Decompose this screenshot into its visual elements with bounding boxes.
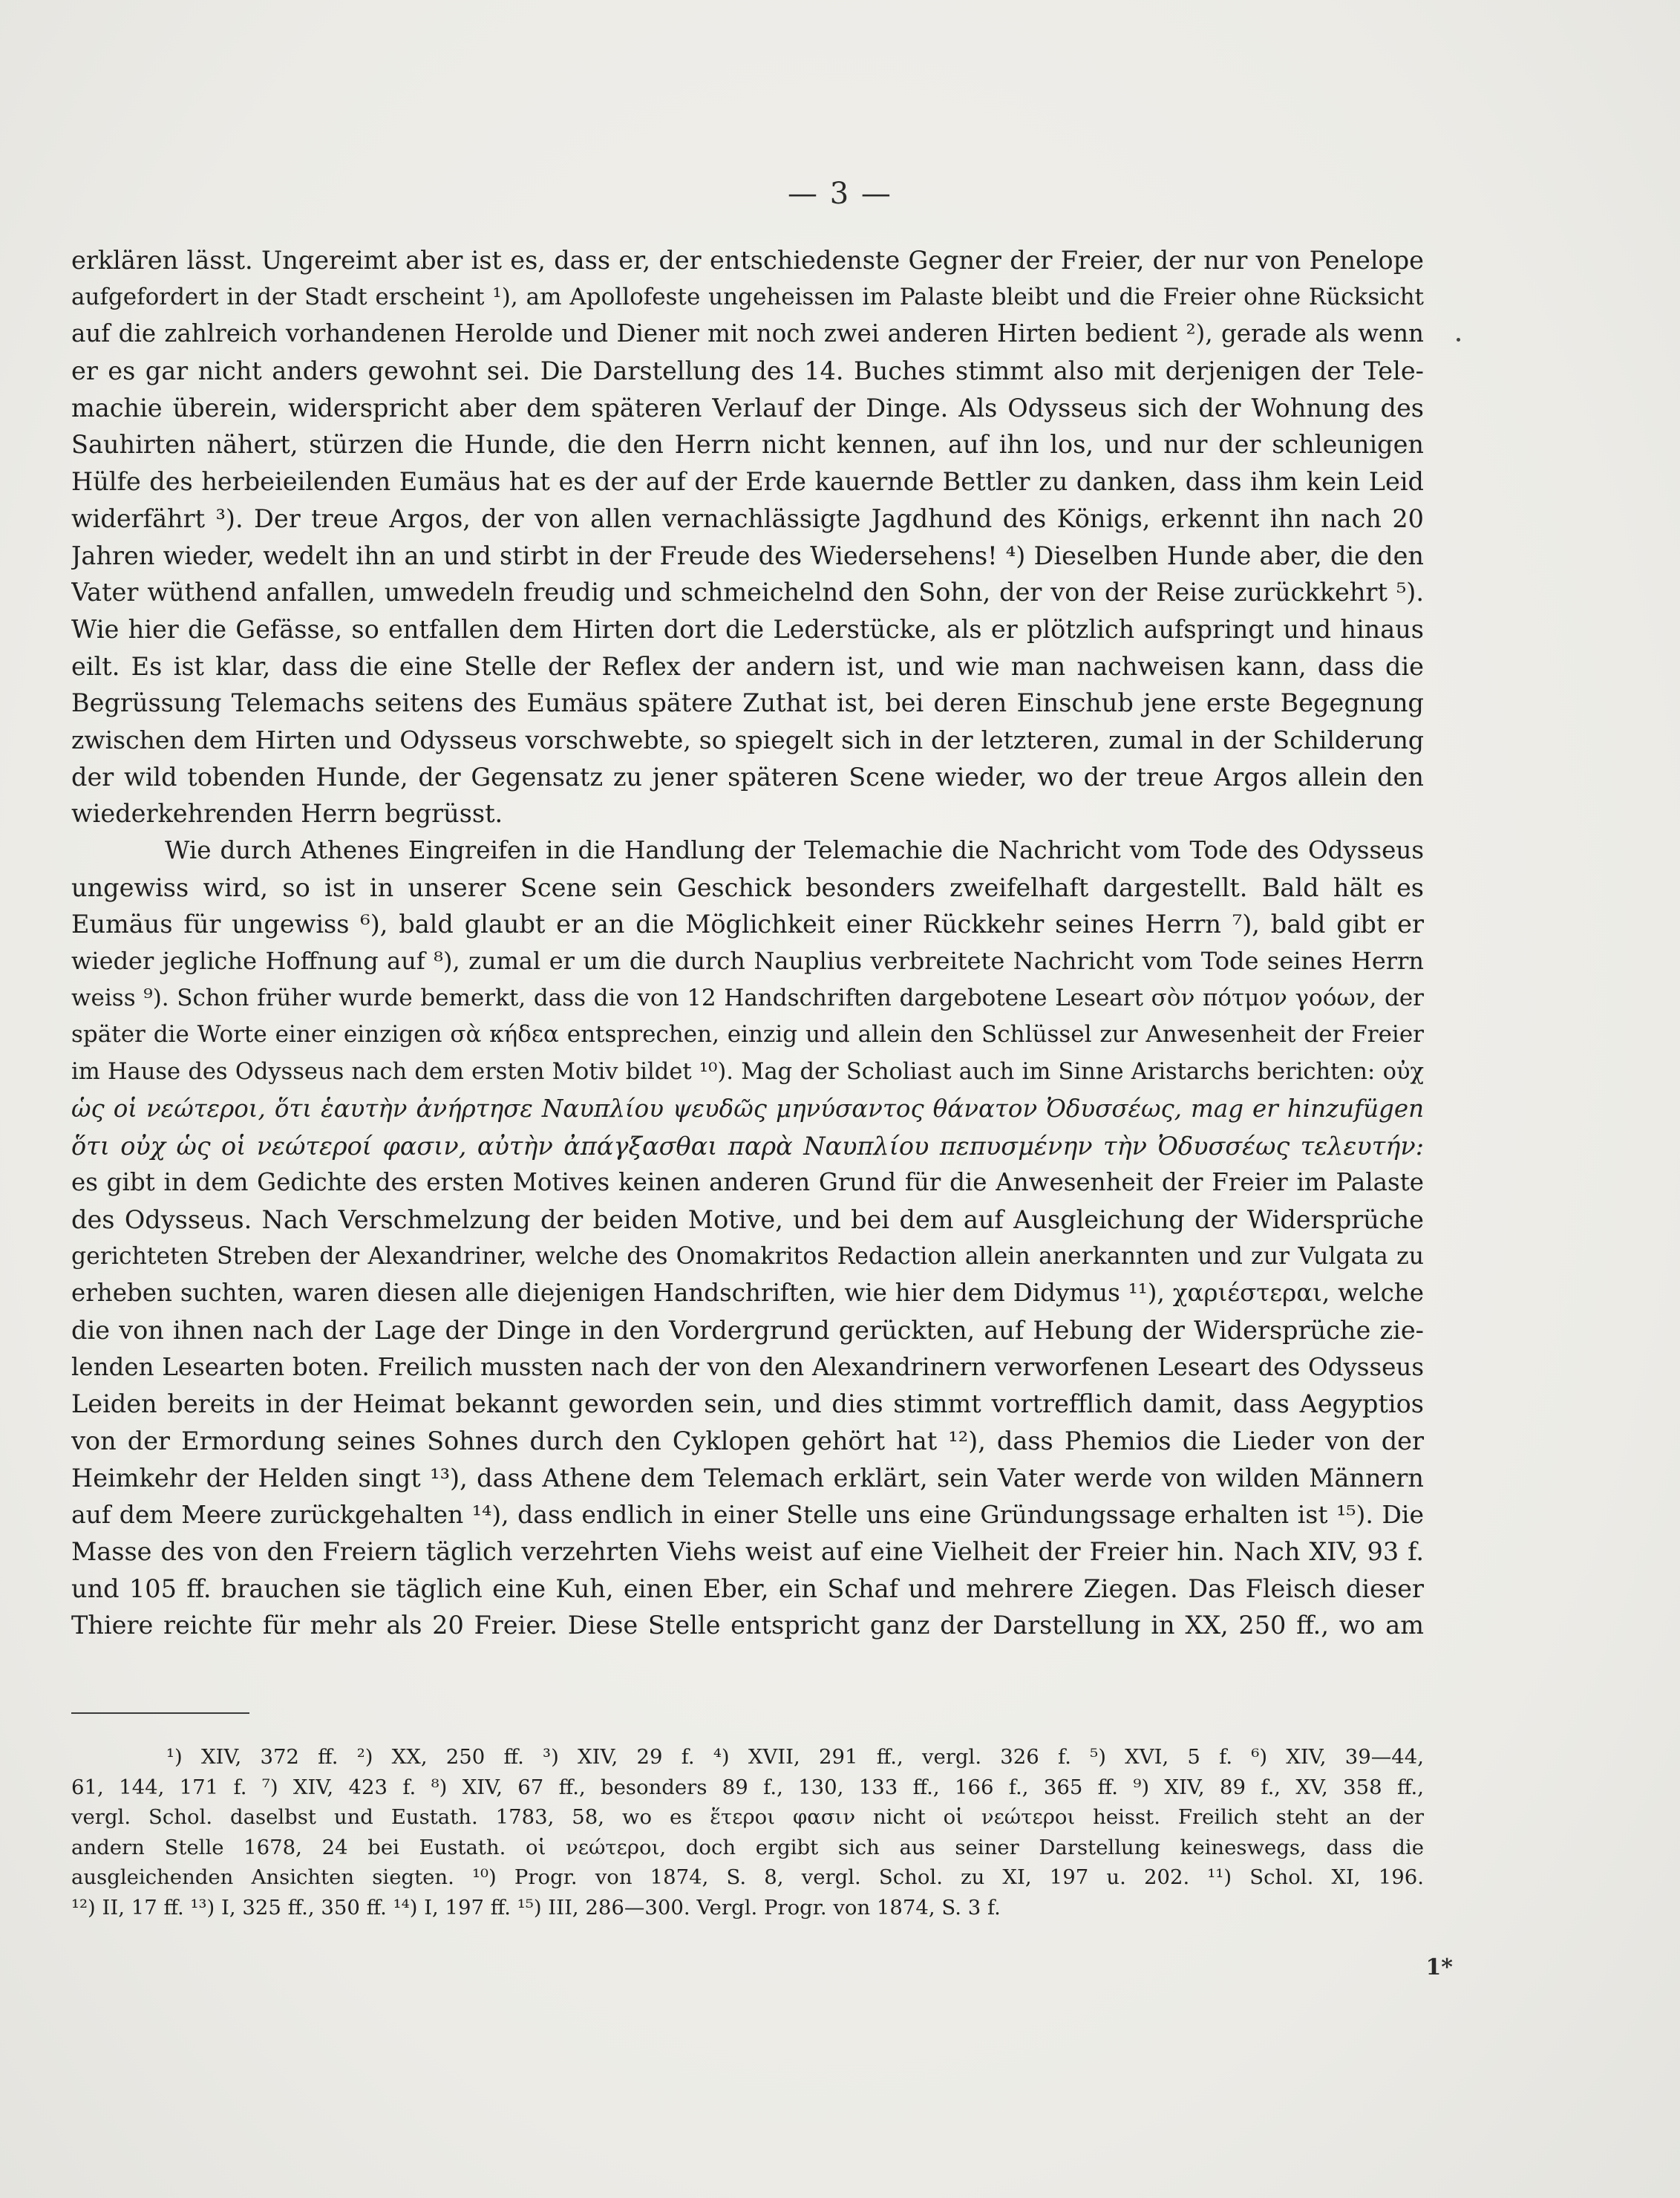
text-line: und 105 ff. brauchen sie täglich eine Kuh, einen Eber, ein Schaf und mehrere Ziegen. Das Fleisch dieser bbox=[71, 1574, 1424, 1603]
text-line: Begrüssung Telemachs seitens des Eumäus spätere Zuthat ist, bei deren Einschub jene erste Begegnung bbox=[71, 688, 1424, 718]
footnote-line: vergl. Schol. daselbst und Eustath. 1783, 58, wo es ἕτεροι φασιν nicht οἱ νεώτεροι heisst. Freilich steht an der bbox=[71, 1805, 1424, 1829]
text-line: Eumäus für ungewiss ⁶), bald glaubt er an die Möglichkeit einer Rückkehr seines Herrn ⁷), bald gibt er bbox=[71, 910, 1424, 939]
text-line: von der Ermordung seines Sohnes durch den Cyklopen gehört hat ¹²), dass Phemios die Lieder von der bbox=[71, 1426, 1424, 1455]
text-line: gerichteten Streben der Alexandriner, welche des Onomakritos Redaction allein anerkannten und zur Vulgata zu bbox=[71, 1242, 1424, 1270]
text-line: Vater wüthend anfallen, umwedeln freudig und schmeichelnd den Sohn, der von der Reise zurückkehrt ⁵). bbox=[71, 578, 1424, 607]
text-line: Jahren wieder, wedelt ihn an und stirbt in der Freude des Wiedersehens! ⁴) Dieselben Hunde aber, die den bbox=[71, 541, 1424, 570]
sheet-signature: 1* bbox=[1425, 1954, 1453, 1980]
text-line: des Odysseus. Nach Verschmelzung der beiden Motive, und bei dem auf Ausgleichung der Widersprüche bbox=[71, 1204, 1424, 1234]
text-line: widerfährt ³). Der treue Argos, der von allen vernachlässigte Jagdhund des Königs, erkennt ihn nach 20 bbox=[71, 503, 1424, 533]
footnotes bbox=[71, 1742, 1424, 1923]
paragraph-start-line: Wie durch Athenes Eingreifen in die Handlung der Telemachie die Nachricht vom Tode des Odysseus bbox=[165, 836, 1424, 864]
text-line: zwischen dem Hirten und Odysseus vorschwebte, so spiegelt sich in der letzteren, zumal in der Schilderung bbox=[71, 725, 1424, 754]
text-line: wieder jegliche Hoffnung auf ⁸), zumal er um die durch Nauplius verbreitete Nachricht vom Tode seines Herrn bbox=[71, 947, 1424, 976]
text-line: eilt. Es ist klar, dass die eine Stelle der Reflex der andern ist, und wie man nachweisen kann, dass die bbox=[71, 651, 1424, 681]
text-line: machie überein, widerspricht aber dem späteren Verlauf der Dinge. Als Odysseus sich der Wohnung des bbox=[71, 393, 1424, 423]
text-line: weiss ⁹). Schon früher wurde bemerkt, dass die von 12 Handschriften dargebotene Leseart σὸν πότμον γοόων, der bbox=[71, 984, 1424, 1011]
text-line: auf dem Meere zurückgehalten ¹⁴), dass endlich in einer Stelle uns eine Gründungssage erhalten ist ¹⁵). Die bbox=[71, 1500, 1424, 1530]
greek-quote-line: ὡς οἱ νεώτεροι, ὅτι ἑαυτὴν ἀνήρτησε Ναυπλίου ψευδῶς μηνύσαντος θάνατον Ὀδυσσέως, mag er hinzufügen bbox=[71, 1094, 1424, 1123]
greek-quote-line: ὅτι οὐχ ὡς οἱ νεώτεροί φασιν, αὐτὴν ἀπάγξασθαι παρὰ Ναυπλίου πεπυσμένην τὴν Ὀδυσσέως τελευτήν: bbox=[71, 1131, 1424, 1161]
text-line: Hülfe des herbeieilenden Eumäus hat es der auf der Erde kauernde Bettler zu danken, dass ihm kein Leid bbox=[71, 467, 1424, 497]
text-line: Heimkehr der Helden singt ¹³), dass Athene dem Telemach erklärt, sein Vater werde von wilden Männern bbox=[71, 1463, 1424, 1493]
page-number: — 3 — bbox=[788, 177, 892, 211]
text-line: erheben suchten, waren diesen alle diejenigen Handschriften, wie hier dem Didymus ¹¹), χαριέστεραι, welche bbox=[71, 1279, 1424, 1308]
text-line: Sauhirten nähert, stürzen die Hunde, die den Herrn nicht kennen, auf ihn los, und nur der schleunigen bbox=[71, 430, 1424, 460]
body-text bbox=[71, 242, 1424, 1644]
footnote-line: 61, 144, 171 f. ⁷) XIV, 423 f. ⁸) XIV, 67 ff., besonders 89 f., 130, 133 ff., 166 f., 365 ff. ⁹) XIV, 89 f., XV, 358 ff., bbox=[71, 1775, 1424, 1799]
text-line: er es gar nicht anders gewohnt sei. Die Darstellung des 14. Buches stimmt also mit derjenigen der Tele- bbox=[71, 356, 1424, 386]
footnote-line: andern Stelle 1678, 24 bei Eustath. οἱ νεώτεροι, doch ergibt sich aus seiner Darstellung keineswegs, dass die bbox=[71, 1835, 1424, 1859]
text-line: Thiere reichte für mehr als 20 Freier. Diese Stelle entspricht ganz der Darstellung in XX, 250 ff., wo am bbox=[71, 1611, 1424, 1640]
text-line: Wie hier die Gefässe, so entfallen dem Hirten dort die Lederstücke, als er plötzlich aufspringt und hinaus bbox=[71, 614, 1424, 644]
text-line: später die Worte einer einzigen σὰ κήδεα entsprechen, einzig und allein den Schlüssel zur Anwesenheit der Freier bbox=[71, 1021, 1424, 1049]
text-line: Masse des von den Freiern täglich verzehrten Viehs weist auf eine Vielheit der Freier hin. Nach XIV, 93 f. bbox=[71, 1537, 1424, 1567]
text-line: die von ihnen nach der Lage der Dinge in den Vordergrund gerückten, auf Hebung der Widersprüche zie- bbox=[71, 1315, 1424, 1345]
text-line: aufgefordert in der Stadt erscheint ¹), am Apollofeste ungeheissen im Palaste bleibt und die Freier ohne Rücksicht bbox=[71, 283, 1424, 310]
footnote-line: ¹²) II, 17 ff. ¹³) I, 325 ff., 350 ff. ¹⁴) I, 197 ff. ¹⁵) III, 286—300. Vergl. Progr. von 1874, S. 3 f. bbox=[71, 1895, 1001, 1920]
text-line: es gibt in dem Gedichte des ersten Motives keinen anderen Grund für die Anwesenheit der Freier im Palaste bbox=[71, 1168, 1424, 1197]
footnote-divider bbox=[71, 1712, 249, 1714]
ink-speck bbox=[1457, 338, 1460, 342]
footnote-line: ¹) XIV, 372 ff. ²) XX, 250 ff. ³) XIV, 29 f. ⁴) XVII, 291 ff., vergl. 326 f. ⁵) XVI, 5 f. ⁶) XIV, 39—44, bbox=[166, 1745, 1424, 1769]
footnote-line: ausgleichenden Ansichten siegten. ¹⁰) Progr. von 1874, S. 8, vergl. Schol. zu XI, 197 u. 202. ¹¹) Schol. XI, 196. bbox=[71, 1865, 1424, 1889]
text-line: im Hause des Odysseus nach dem ersten Motiv bildet ¹⁰). Mag der Scholiast auch im Sinne Aristarchs berichten: οὐχ bbox=[71, 1059, 1424, 1086]
text-line: der wild tobenden Hunde, der Gegensatz zu jener späteren Scene wieder, wo der treue Argos allein den bbox=[71, 762, 1424, 792]
text-line: auf die zahlreich vorhandenen Herolde und Diener mit noch zwei anderen Hirten bedient ²), gerade als wenn bbox=[71, 319, 1424, 348]
text-line: ungewiss wird, so ist in unserer Scene sein Geschick besonders zweifelhaft dargestellt. Bald hält es bbox=[71, 873, 1424, 902]
text-line: erklären lässt. Ungereimt aber ist es, dass er, der entschiedenste Gegner der Freier, der nur von Penelope bbox=[71, 246, 1424, 275]
text-line: lenden Lesearten boten. Freilich mussten nach der von den Alexandrinern verworfenen Leseart des Odysseus bbox=[71, 1352, 1424, 1381]
paragraph-end-line: wiederkehrenden Herrn begrüsst. bbox=[71, 799, 503, 829]
text-line: Leiden bereits in der Heimat bekannt geworden sein, und dies stimmt vortrefflich damit, dass Aegyptios bbox=[71, 1389, 1424, 1419]
